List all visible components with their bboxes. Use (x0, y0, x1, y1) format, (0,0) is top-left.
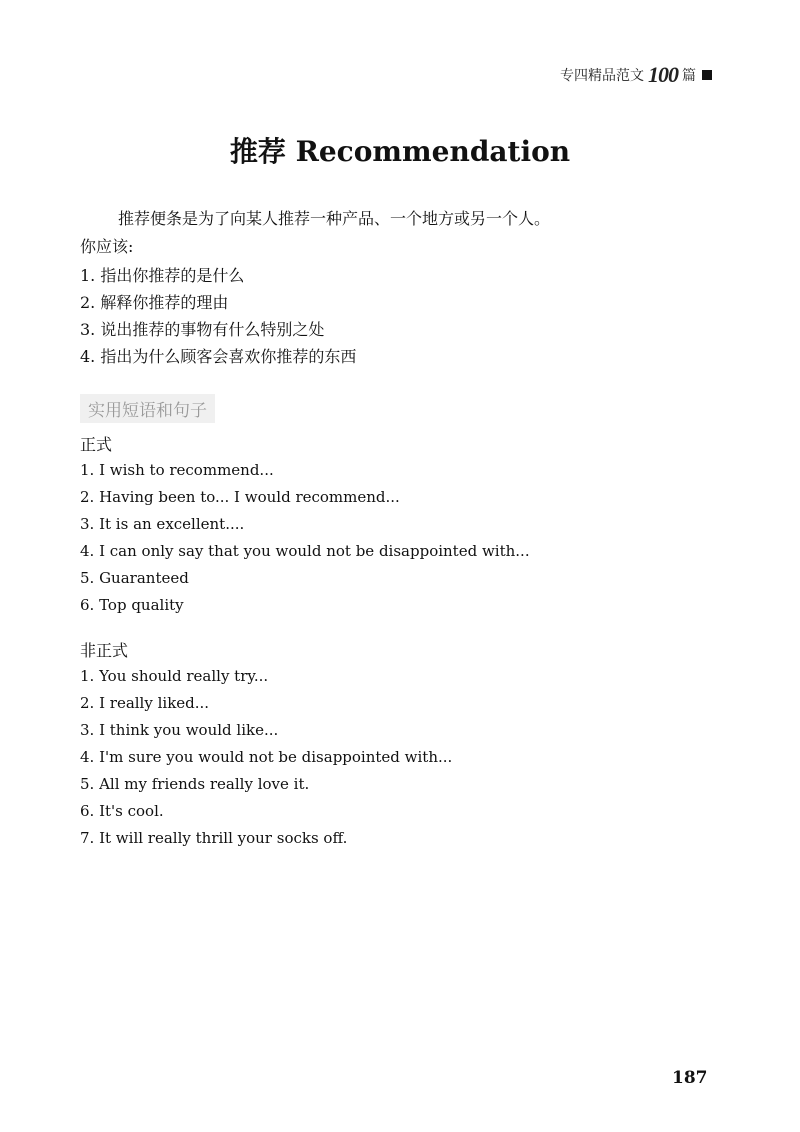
requirement-item: 2. 解释你推荐的理由 (80, 293, 229, 312)
informal-phrase: 6. It's cool. (80, 802, 164, 820)
informal-phrase: 7. It will really thrill your socks off. (80, 829, 348, 847)
requirement-item: 1. 指出你推荐的是什么 (80, 266, 245, 285)
requirement-item: 3. 说出推荐的事物有什么特别之处 (80, 320, 325, 339)
informal-phrase-list (80, 663, 680, 852)
formal-phrase: 1. I wish to recommend... (80, 461, 274, 479)
header-number: 100 (648, 62, 678, 87)
formal-phrase: 4. I can only say that you would not be disappointed with... (80, 542, 530, 560)
formal-phrase: 5. Guaranteed (80, 569, 189, 587)
section-title: 实用短语和句子 (80, 394, 215, 423)
informal-phrase: 5. All my friends really love it. (80, 775, 310, 793)
requirement-item: 4. 指出为什么顾客会喜欢你推荐的东西 (80, 347, 357, 366)
requirements-list (80, 262, 680, 370)
requirements-lead: 你应该: (80, 237, 134, 256)
header-square-icon (702, 70, 712, 80)
informal-phrase: 2. I really liked... (80, 694, 210, 712)
informal-phrase: 4. I'm sure you would not be disappointed with... (80, 748, 453, 766)
intro-paragraph: 推荐便条是为了向某人推荐一种产品、一个地方或另一个人。 (118, 209, 551, 228)
page-title: 推荐 Recommendation (229, 135, 571, 168)
informal-heading: 非正式 (80, 641, 129, 660)
formal-phrase: 2. Having been to... I would recommend... (80, 488, 400, 506)
header-suffix: 篇 (682, 68, 696, 84)
page-content (80, 208, 680, 852)
page-number: 187 (672, 1068, 708, 1088)
formal-heading: 正式 (80, 435, 113, 454)
informal-phrase: 3. I think you would like... (80, 721, 279, 739)
formal-phrase: 6. Top quality (80, 596, 184, 614)
formal-phrase-list (80, 457, 680, 619)
informal-phrase: 1. You should really try... (80, 667, 269, 685)
formal-phrase: 3. It is an excellent.... (80, 515, 245, 533)
running-header (560, 62, 712, 88)
header-text: 专四精品范文 (560, 68, 644, 84)
